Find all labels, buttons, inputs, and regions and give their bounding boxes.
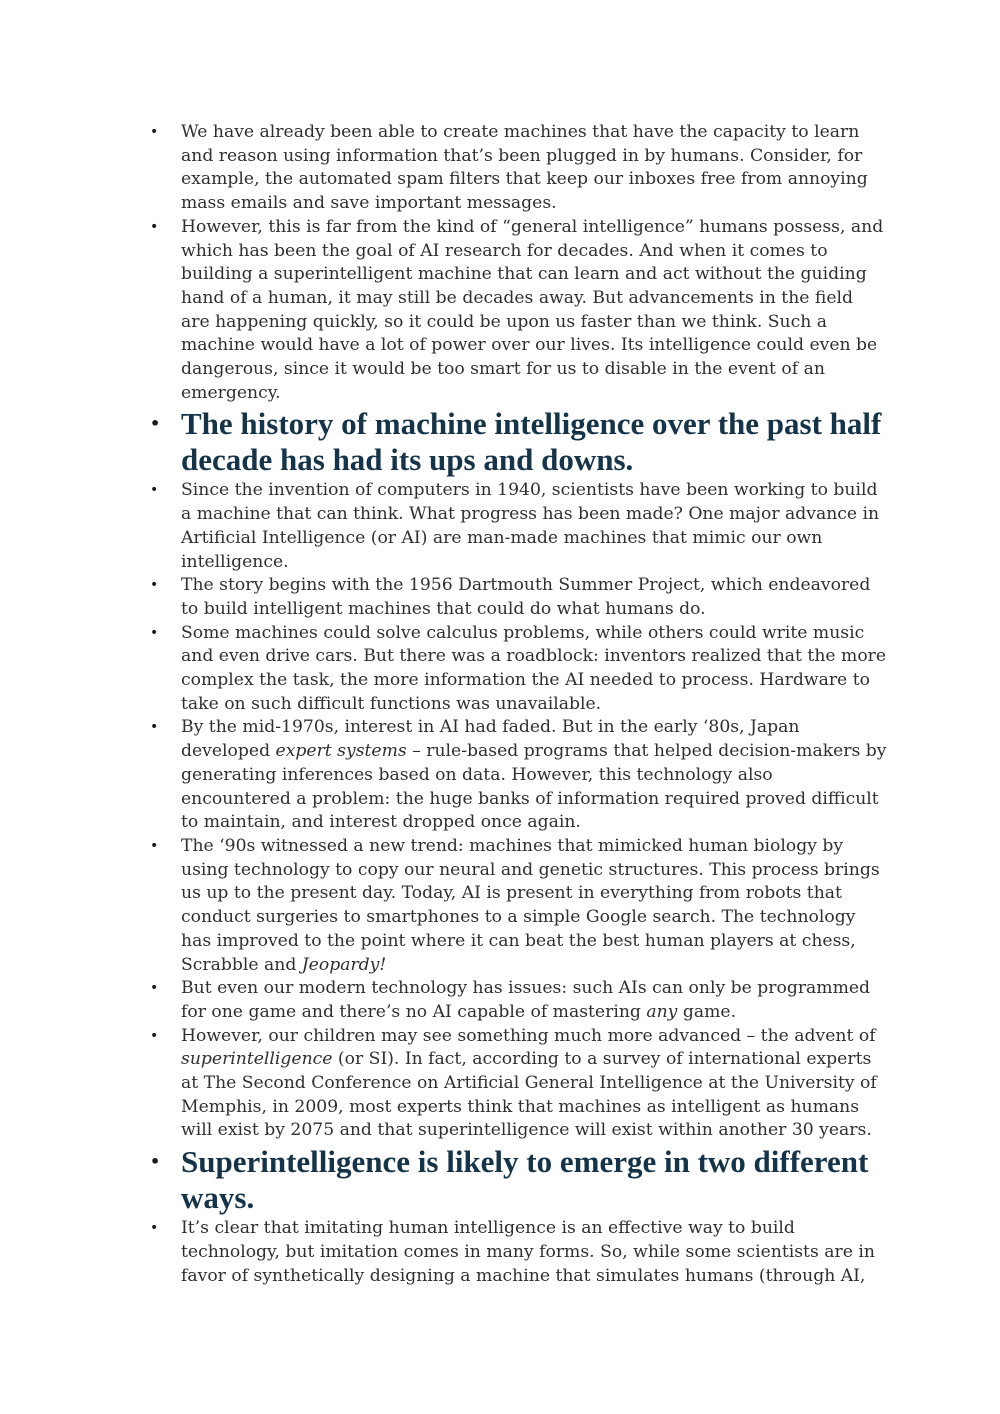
text-run: The ‘90s witnessed a new trend: machines that mimicked human biology by using technology to copy our neural and genetic structures. This process brings us up to the present day. Today, AI is present in everything from robots that conduct surgeries to smartphones to a simple Google search. The technology has improved to the point where it can beat the best human players at chess, Scrabble and [181, 835, 880, 975]
paragraph-text: However, this is far from the kind of “general intelligence” humans possess, and which has been the goal of AI research for decades. And when it comes to building a superintelligent machine that can learn and act without the guiding hand of a human, it may still be decades away. But advancements in the field are happening quickly, so it could be upon us faster than we think. Such a machine would have a lot of power over our lives. Its intelligence could even be dangerous, since it would be too smart for us to disable in the event of an emergency. [181, 216, 884, 403]
text-run: – rule-based programs that helped decision-makers by generating inferences based on data. However, this technology also encountered a problem: the huge banks of information required proved difficult to maintain, and interest dropped once again. [181, 741, 887, 833]
paragraph-text: Since the invention of computers in 1940, scientists have been working to build a machine that can think. What progress has been made? One major advance in Artificial Intelligence (or AI) are man-made machines that mimic our own intelligence. [181, 480, 880, 572]
bullet-icon: • [150, 124, 159, 140]
paragraph-text [181, 978, 870, 1022]
list-item [147, 479, 887, 574]
heading-text: Superintelligence is likely to emerge in two different ways. [181, 1144, 869, 1216]
section-heading [147, 406, 887, 478]
list-item [147, 622, 887, 717]
paragraph-text: We have already been able to create machines that have the capacity to learn and reason using information that’s been plugged in by humans. Consider, for example, the automated spam filters that keep our inboxes free from annoying mass emails and save important messages. [181, 122, 868, 214]
italic-term: Jeopardy! [301, 954, 387, 975]
paragraph-text [181, 717, 887, 832]
list-item [147, 216, 887, 406]
italic-term: superintelligence [181, 1049, 333, 1070]
heading-text: The history of machine intelligence over the past half decade has had its ups and downs. [181, 406, 882, 478]
bullet-icon: • [150, 482, 159, 499]
list-item [147, 1025, 887, 1144]
bullet-icon: • [150, 1152, 161, 1172]
bullet-icon: • [150, 1027, 159, 1044]
paragraph-text: It’s clear that imitating human intelligence is an effective way to build technology, but imitation comes in many forms. So, while some scientists are in favor of synthetically designing a machine that simulates humans (through AI, [181, 1218, 875, 1286]
italic-term: expert systems [275, 741, 407, 762]
list-item [147, 121, 887, 216]
paragraph-text [181, 1026, 877, 1141]
bullet-icon: • [150, 1220, 159, 1237]
text-run: However, our children may see something much more advanced – the advent of [181, 1025, 876, 1046]
bullet-icon: • [150, 624, 159, 641]
list-item [147, 716, 887, 835]
list-item [147, 1217, 887, 1288]
bullet-icon: • [150, 837, 159, 854]
text-run: game. [677, 1001, 737, 1022]
bullet-list [147, 121, 887, 1288]
list-item [147, 835, 887, 977]
bullet-icon: • [150, 719, 159, 736]
section-heading [147, 1144, 887, 1216]
list-item [147, 977, 887, 1024]
list-item [147, 574, 887, 621]
text-run: (or SI). In fact, according to a survey of international experts at The Second Conference on Artificial General Intelligence at the University of Memphis, in 2009, most experts think that machines as intelligent as humans will exist by 2075 and that superintelligence will exist within another 30 years. [181, 1049, 877, 1141]
bullet-icon: • [150, 414, 161, 434]
paragraph-text: Some machines could solve calculus problems, while others could write music and even drive cars. But there was a roadblock: inventors realized that the more complex the task, the more information the AI needed to process. Hardware to take on such difficult functions was unavailable. [181, 622, 887, 714]
bullet-icon: • [150, 218, 159, 235]
italic-term: any [646, 1001, 678, 1022]
text-run: But even our modern technology has issues: such AIs can only be programmed for one game and there’s no AI capable of mastering [181, 978, 871, 1022]
text-run: By the mid-1970s, interest in AI had faded. But in the early ‘80s, Japan developed [181, 717, 800, 762]
bullet-icon: • [150, 980, 159, 997]
bullet-icon: • [150, 577, 159, 594]
paragraph-text: The story begins with the 1956 Dartmouth Summer Project, which endeavored to build intelligent machines that could do what humans do. [181, 575, 871, 619]
paragraph-text [181, 836, 880, 975]
